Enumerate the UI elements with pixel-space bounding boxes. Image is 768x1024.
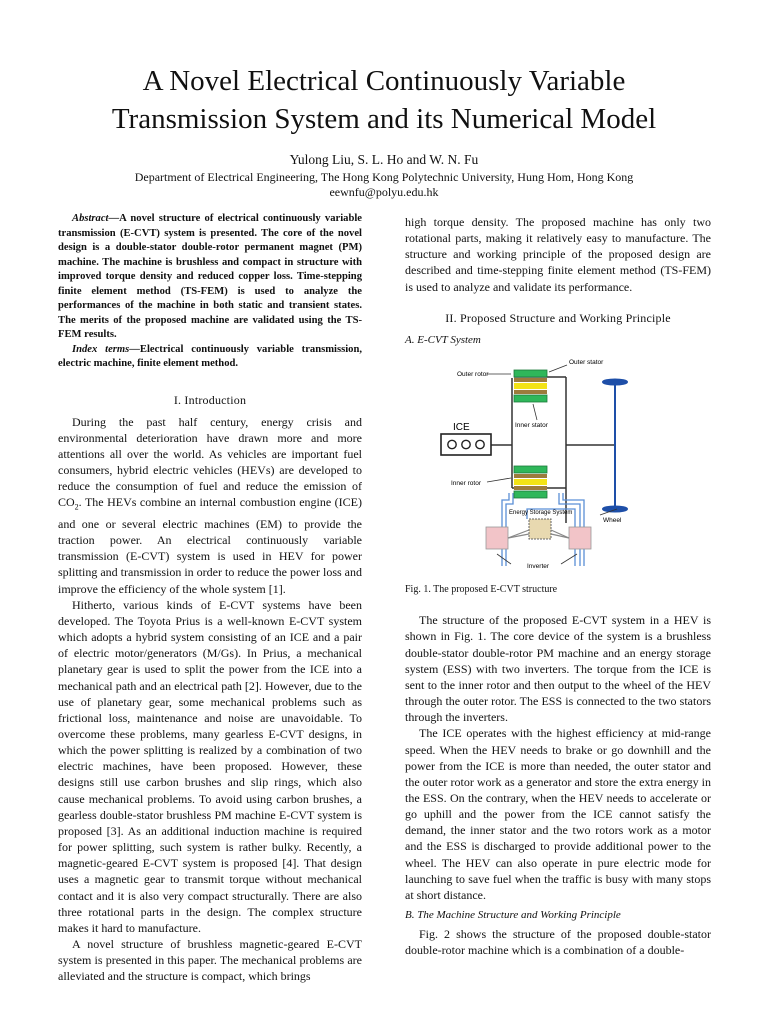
paper-title <box>40 62 728 138</box>
title-line-1: A Novel Electrical Continuously Variable <box>142 65 626 97</box>
label-inner-rotor: Inner rotor <box>451 480 481 488</box>
title-line-2: Transmission System and its Numerical Model <box>111 103 657 135</box>
label-inner-stator: Inner stator <box>515 422 548 430</box>
left-column <box>58 212 362 985</box>
right-paragraph-3: Fig. 2 shows the structure of the proposed double-stator double-rotor machine which is a combination of a double- <box>405 927 711 958</box>
ice-block <box>441 434 491 455</box>
intro-p1-a: During the past half century, energy crisis and environmental deterioration have drawn more and more attentions all over the world. As vehicles are important fuel consumers, hybrid electric vehicles (HEVs) are developed to reduce the consumption of fuel and reduce the emission of CO <box>58 414 362 510</box>
affiliation-block <box>40 170 728 200</box>
subsection-b-heading: B. The Machine Structure and Working Principle <box>405 909 621 922</box>
index-terms-text: —Electrical continuously variable transmission, electric machine, finite element method. <box>58 343 363 369</box>
intro-paragraph-2: Hitherto, various kinds of E-CVT systems have been developed. The Toyota Prius is a well-known E-CVT system which adopts a hybrid system consisting of an ICE and a pair of electric motor/generators (M/Gs). In Prius, a mechanical planetary gear is used to split the power from the ICE into a mechanical path and an electrical path [2]. However, due to the use of planetary gear, some mechanical problems such as frictional loss, maintenance and noise are unavoidable. To overcome these problems, many gearless E-CVT designs, in which the power splitting is realized by a combination of two electric machines, have been proposed. However, these designs still use carbon brushes and slip rings, which also cause mechanical problems. To avoid using carbon brushes, a gearless double-stator brushless PM machine E-CVT system is proposed [3]. As an additional induction machine is required for power splitting, such system is rather bulky. Recently, a magnetic-geared E-CVT system is proposed [4]. That design uses a magnetic gear to transmit torque without mechanical contact and it is also very compact structurally. There are also three rotational parts in the design. The complex structure makes it hard to manufacture. <box>58 597 362 935</box>
intro-paragraph-1 <box>58 414 362 597</box>
authors: Yulong Liu, S. L. Ho and W. N. Fu <box>289 152 479 167</box>
abstract-label: Abstract <box>72 213 109 224</box>
figure-1-ecvt-diagram <box>405 354 711 582</box>
inner-machine-stack <box>514 466 547 498</box>
right-paragraph-2: The ICE operates with the highest efficiency at mid-range speed. When the HEV needs to brake or go downhill and the power from the ICE is more than needed, the outer stator and the outer rotor work as a generator and store the extra energy in the ESS. On the contrary, when the HEV needs to accelerate or go uphill and the power from the ICE cannot satisfy the demand, the inner stator and the two rotors work as a motor and the ESS is discharged to provide additional power to the wheel. The HEV can also operate in pure electric mode for launching to save fuel when the traffic is busy with many stops at short distance. <box>405 726 711 902</box>
label-ice: ICE <box>453 422 470 434</box>
right-inverter <box>569 527 591 549</box>
label-outer-stator: Outer stator <box>569 359 604 367</box>
right-paragraph-0: high torque density. The proposed machine has only two rotational parts, making it relatively easy to manufacture. The structure and working principle of the proposed design are described and time-stepping finite element method (TS-FEM) is used to analyze and validate its performance. <box>405 215 711 294</box>
left-inverter <box>486 527 508 549</box>
affiliation: Department of Electrical Engineering, The Hong Kong Polytechnic University, Hung Hom, Hong Kong <box>134 170 634 184</box>
ess-block <box>529 519 551 539</box>
section-2-heading: II. Proposed Structure and Working Principle <box>445 310 671 325</box>
right-column <box>405 214 711 959</box>
index-terms <box>58 343 362 372</box>
label-ess: Energy Storage System <box>509 510 573 517</box>
intro-heading: I. Introduction <box>173 392 247 407</box>
figure-1-caption: Fig. 1. The proposed E-CVT structure <box>405 584 558 596</box>
outer-machine-stack <box>514 370 547 402</box>
intro-paragraph-3: A novel structure of brushless magnetic-geared E-CVT system is presented in this paper. The mechanical problems are alleviated and the structure is compact, which brings <box>58 937 362 984</box>
label-outer-rotor: Outer rotor <box>457 371 489 379</box>
abstract-text: —A novel structure of electrical continuously variable transmission (E-CVT) system is presented. The core of the novel design is a double-stator double-rotor permanent magnet (PM) machine. The machine is brushless and compact in structure with improved torque density and reduced copper loss. Time-stepping finite element method (TS-FEM) is used to analyze the performances of the machine in both static and transient states. The merits of the proposed machine are validated using the TS-FEM results. <box>58 213 362 340</box>
email: eewnfu@polyu.edu.hk <box>329 185 439 199</box>
co2-subscript: 2 <box>74 502 79 512</box>
label-inverter: Inverter <box>527 563 550 571</box>
abstract <box>58 212 362 343</box>
right-paragraph-1: The structure of the proposed E-CVT system in a HEV is shown in Fig. 1. The core device of the system is a brushless double-stator double-rotor PM machine and an energy storage system (ESS) with two inverters. The torque from the ICE is sent to the inner rotor and then output to the wheel of the HEV through the outer rotor. The ESS is connected to the two stators through the inverters. <box>405 613 711 725</box>
subsection-a-heading: A. E-CVT System <box>405 333 481 346</box>
label-wheel: Wheel <box>603 517 622 525</box>
index-terms-label: Index terms <box>72 343 130 355</box>
intro-p1-b: . The HEVs combine an internal combustion engine (ICE) and one or several electric machines (EM) to provide the traction power. An electrical continuously variable transmission (E-CVT) system is used in HEV for power splitting and transmission in order to reduce the power loss and improve the efficiency of the whole system [1]. <box>58 495 362 596</box>
